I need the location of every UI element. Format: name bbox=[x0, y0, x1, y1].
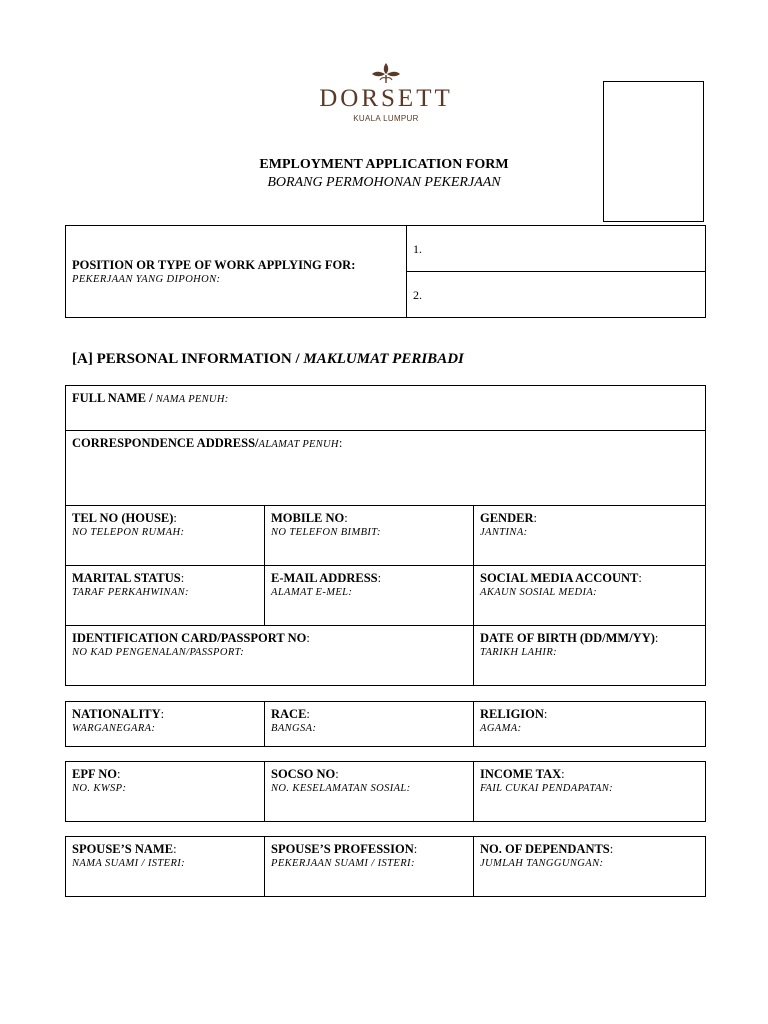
address-label-my: ALAMAT PENUH bbox=[258, 439, 339, 450]
income-tax-sub: FAIL CUKAI PENDAPATAN: bbox=[480, 783, 614, 794]
social-field[interactable] bbox=[474, 566, 706, 626]
choice-2-number: 2. bbox=[413, 288, 422, 302]
gender-field[interactable] bbox=[474, 506, 706, 566]
address-colon: : bbox=[338, 436, 343, 450]
ic-colon: : bbox=[306, 631, 310, 645]
socso-sub: NO. KESELAMATAN SOSIAL: bbox=[271, 783, 411, 794]
ic-field[interactable] bbox=[66, 626, 474, 686]
nationality-label: NATIONALITY bbox=[72, 707, 161, 721]
personal-info-table bbox=[65, 385, 706, 686]
position-label-cell bbox=[66, 226, 407, 318]
position-choice-1[interactable] bbox=[407, 226, 706, 272]
leaf-emblem-icon bbox=[371, 62, 401, 84]
section-a-title-my: MAKLUMAT PERIBADI bbox=[303, 351, 464, 367]
tel-house-sub: NO TELEPON RUMAH: bbox=[72, 527, 185, 538]
race-colon: : bbox=[306, 707, 310, 721]
epf-colon: : bbox=[117, 767, 121, 781]
email-field[interactable] bbox=[265, 566, 474, 626]
epf-table bbox=[65, 761, 706, 822]
religion-sub: AGAMA: bbox=[480, 723, 522, 734]
religion-label: RELIGION bbox=[480, 707, 544, 721]
income-tax-label: INCOME TAX bbox=[480, 767, 562, 781]
address-label: CORRESPONDENCE ADDRESS/ bbox=[72, 436, 259, 450]
nationality-field[interactable] bbox=[66, 702, 265, 747]
mobile-sub: NO TELEFON BIMBIT: bbox=[271, 527, 381, 538]
dob-field[interactable] bbox=[474, 626, 706, 686]
photo-box[interactable] bbox=[603, 81, 704, 222]
race-label: RACE bbox=[271, 707, 307, 721]
marital-field[interactable] bbox=[66, 566, 265, 626]
email-colon: : bbox=[377, 571, 382, 585]
nationality-table bbox=[65, 701, 706, 747]
religion-colon: : bbox=[543, 707, 548, 721]
marital-label: MARITAL STATUS bbox=[72, 571, 181, 585]
tel-house-label: TEL NO (HOUSE) bbox=[72, 511, 174, 525]
dependants-label: NO. OF DEPENDANTS bbox=[480, 842, 610, 856]
logo-brand: DORSETT bbox=[319, 85, 453, 112]
spouse-name-colon: : bbox=[173, 842, 177, 856]
epf-label: EPF NO bbox=[72, 767, 118, 781]
dependants-colon: : bbox=[609, 842, 614, 856]
nationality-colon: : bbox=[160, 707, 165, 721]
full-name-label: FULL NAME / bbox=[72, 391, 156, 405]
ic-sub: NO KAD PENGENALAN/PASSPORT: bbox=[72, 647, 245, 658]
full-name-field[interactable] bbox=[66, 386, 706, 431]
full-name-label-my: NAMA PENUH: bbox=[155, 394, 229, 405]
spouse-name-field[interactable] bbox=[66, 837, 265, 897]
nationality-sub: WARGANEGARA: bbox=[72, 723, 156, 734]
spouse-profession-sub: PEKERJAAN SUAMI / ISTERI: bbox=[271, 858, 415, 869]
email-label: E-MAIL ADDRESS bbox=[271, 571, 378, 585]
form-title-en: EMPLOYMENT APPLICATION FORM bbox=[259, 157, 509, 172]
marital-colon: : bbox=[180, 571, 185, 585]
social-label: SOCIAL MEDIA ACCOUNT bbox=[480, 571, 639, 585]
spouse-table bbox=[65, 836, 706, 897]
spouse-profession-label: SPOUSE’S PROFESSION bbox=[271, 842, 414, 856]
marital-sub: TARAF PERKAHWINAN: bbox=[72, 587, 189, 598]
epf-sub: NO. KWSP: bbox=[72, 783, 127, 794]
dob-sub: TARIKH LAHIR: bbox=[480, 647, 558, 658]
ic-label: IDENTIFICATION CARD/PASSPORT NO bbox=[72, 631, 307, 645]
dob-colon: : bbox=[654, 631, 659, 645]
position-sub: PEKERJAAN YANG DIPOHON: bbox=[72, 274, 221, 285]
choice-1-number: 1. bbox=[413, 242, 422, 256]
socso-colon: : bbox=[335, 767, 339, 781]
form-title bbox=[200, 156, 568, 192]
dorsett-logo bbox=[306, 62, 466, 123]
spouse-profession-field[interactable] bbox=[265, 837, 474, 897]
logo-city: KUALA LUMPUR bbox=[353, 114, 419, 123]
spouse-name-label: SPOUSE’S NAME bbox=[72, 842, 174, 856]
tel-house-field[interactable] bbox=[66, 506, 265, 566]
spouse-name-sub: NAMA SUAMI / ISTERI: bbox=[72, 858, 186, 869]
email-sub: ALAMAT E-MEL: bbox=[271, 587, 353, 598]
tel-house-colon: : bbox=[173, 511, 177, 525]
dependants-field[interactable] bbox=[474, 837, 706, 897]
section-a-heading bbox=[72, 351, 464, 368]
mobile-label: MOBILE NO bbox=[271, 511, 345, 525]
race-field[interactable] bbox=[265, 702, 474, 747]
income-tax-colon: : bbox=[561, 767, 565, 781]
section-a-title-en: [A] PERSONAL INFORMATION / bbox=[72, 351, 304, 367]
gender-sub: JANTINA: bbox=[480, 527, 528, 538]
position-table bbox=[65, 225, 706, 318]
religion-field[interactable] bbox=[474, 702, 706, 747]
address-field[interactable] bbox=[66, 431, 706, 506]
social-sub: AKAUN SOSIAL MEDIA: bbox=[480, 587, 598, 598]
epf-field[interactable] bbox=[66, 762, 265, 822]
mobile-colon: : bbox=[344, 511, 348, 525]
socso-field[interactable] bbox=[265, 762, 474, 822]
form-title-my: BORANG PERMOHONAN PEKERJAAN bbox=[267, 175, 501, 190]
spouse-profession-colon: : bbox=[413, 842, 418, 856]
dob-label: DATE OF BIRTH (DD/MM/YY) bbox=[480, 631, 655, 645]
dependants-sub: JUMLAH TANGGUNGAN: bbox=[480, 858, 604, 869]
socso-label: SOCSO NO bbox=[271, 767, 336, 781]
mobile-field[interactable] bbox=[265, 506, 474, 566]
position-label: POSITION OR TYPE OF WORK APPLYING FOR: bbox=[72, 258, 356, 272]
income-tax-field[interactable] bbox=[474, 762, 706, 822]
gender-label: GENDER bbox=[480, 511, 534, 525]
gender-colon: : bbox=[533, 511, 537, 525]
race-sub: BANGSA: bbox=[271, 723, 317, 734]
position-choice-2[interactable] bbox=[407, 272, 706, 318]
social-colon: : bbox=[638, 571, 642, 585]
